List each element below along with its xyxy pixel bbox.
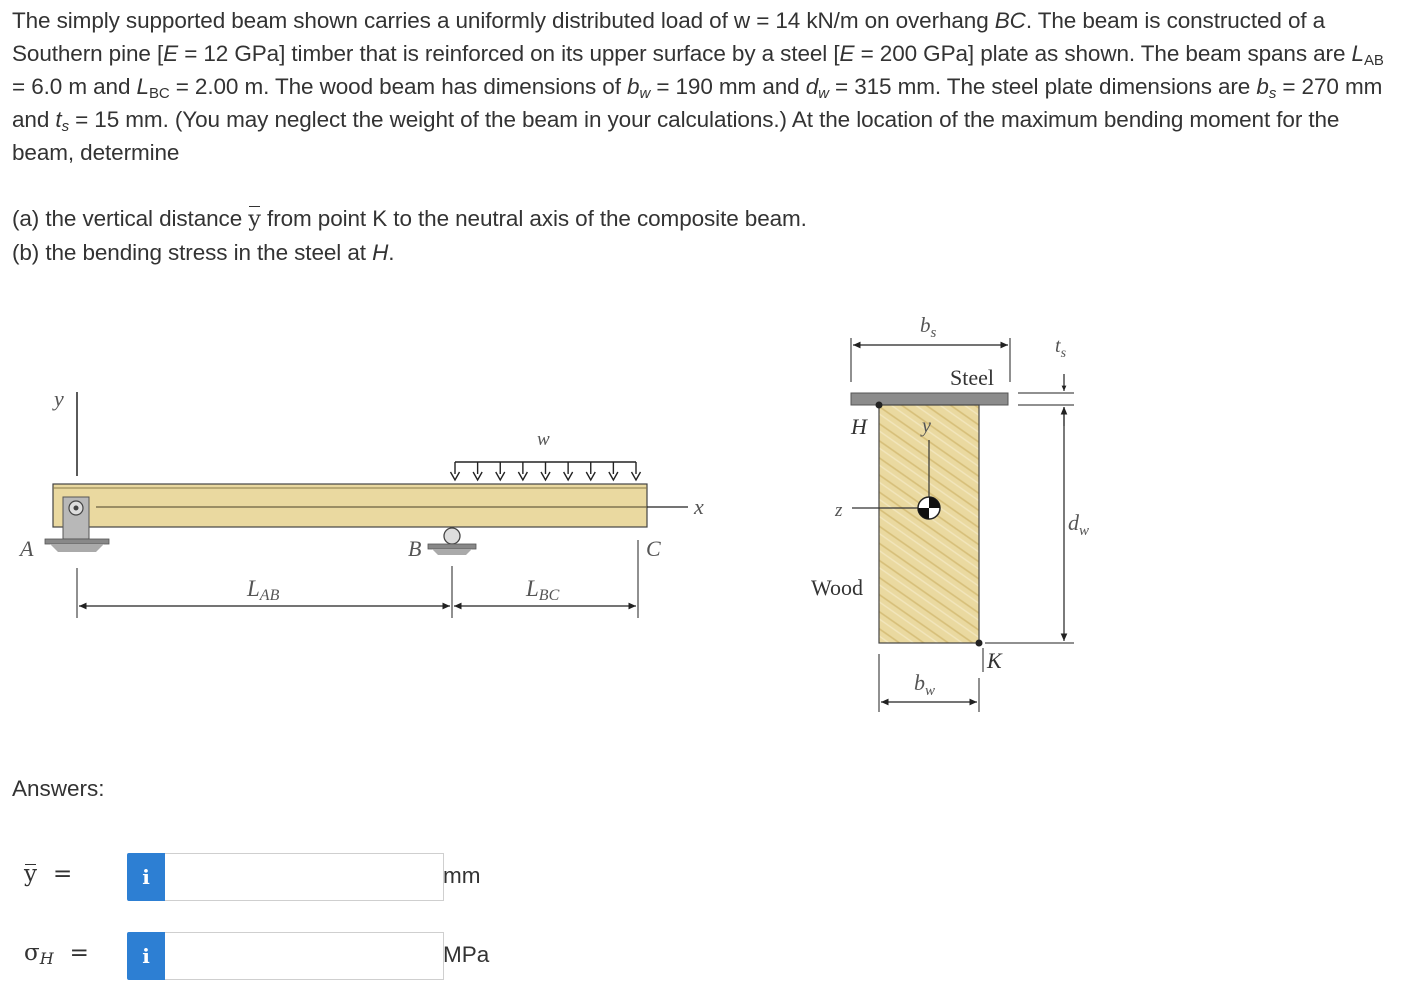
dimension-symbol: b [627, 74, 640, 99]
wood-label: Wood [811, 575, 864, 600]
answer-symbol [24, 861, 72, 887]
lbc-label: LBC [526, 576, 560, 604]
ts-label: $t_s$ [1055, 335, 1067, 361]
dimension-symbol: b [1256, 74, 1269, 99]
equals-sign: = [53, 861, 73, 887]
sigma-subscript: H [39, 949, 54, 968]
load-w-label: w [537, 429, 550, 450]
span-symbol: L [136, 74, 149, 99]
point-k-dot [976, 640, 983, 647]
question-b [12, 236, 1402, 269]
problem-text: . The beam is constructed of a Southern pine [ [12, 8, 1326, 66]
y-axis-label: y [54, 386, 64, 411]
sigma-h-answer-input[interactable] [165, 932, 444, 980]
figure-svg [0, 300, 1408, 730]
steel-label: Steel [950, 365, 994, 390]
span-subscript: BC [148, 85, 170, 102]
point-k-label: K [987, 648, 1002, 673]
question-text: (b) the bending stress in the steel at [12, 240, 373, 265]
beam-body [53, 484, 647, 527]
answers-heading: Answers: [12, 776, 105, 801]
info-button[interactable]: i [127, 932, 165, 980]
section-y-label: y [922, 415, 931, 437]
problem-paragraph [12, 4, 1402, 169]
lab-label: LAB [247, 576, 280, 604]
ybar-answer-input[interactable] [165, 853, 444, 901]
bw-label: $b_w$ [914, 670, 936, 699]
dimension-subscript: s [1268, 85, 1277, 102]
point-b-label: B [408, 536, 422, 561]
point-a-label: A [20, 536, 34, 561]
support-shadow [50, 544, 104, 552]
distributed-load [451, 462, 641, 480]
problem-text: The simply supported beam shown carries a uniformly distributed load of w = 14 kN/m on overhang [12, 8, 995, 33]
question-text: (a) the vertical distance [12, 206, 249, 231]
unit-label: mm [443, 863, 481, 888]
problem-text: = 315 mm. The steel plate dimensions are [828, 74, 1257, 99]
x-axis-label: x [694, 494, 704, 519]
beam-figure [0, 300, 1408, 730]
roller-shadow [432, 549, 472, 555]
answer-row-ybar [0, 853, 700, 903]
ybar-symbol: y [24, 861, 37, 887]
roller-support-b [428, 528, 476, 555]
question-a [12, 202, 1402, 236]
info-button[interactable]: i [127, 853, 165, 901]
sigma-symbol: σ [24, 940, 40, 966]
problem-text: = 15 mm. (You may neglect the weight of the beam in your calculations.) At the location of the maximum bending moment for the beam, determine [12, 107, 1340, 165]
beam-side-view [18, 386, 704, 618]
modulus-symbol: E [839, 41, 855, 66]
answer-symbol [24, 940, 89, 968]
modulus-symbol: E [163, 41, 179, 66]
roller-base [428, 544, 476, 549]
roller-circle [444, 528, 460, 544]
problem-text: = 12 GPa] timber that is reinforced on its upper surface by a steel [ [178, 41, 840, 66]
steel-plate [851, 393, 1008, 405]
question-text: from point K to the neutral axis of the composite beam. [260, 206, 807, 231]
dimension-symbol: d [805, 74, 819, 99]
dw-label: $d_w$ [1068, 510, 1090, 539]
problem-statement [12, 4, 1402, 269]
support-base [45, 539, 109, 544]
segment-bc: BC [994, 8, 1026, 33]
dimension-subscript: s [61, 118, 69, 135]
question-text: . [388, 240, 395, 265]
unit-label: MPa [443, 942, 490, 967]
problem-text: = 6.0 m and [12, 74, 137, 99]
problem-text: = 190 mm and [650, 74, 806, 99]
problem-text: = 2.00 m. The wood beam has dimensions of [169, 74, 628, 99]
point-h-dot [876, 402, 883, 409]
bs-label: $b_s$ [920, 313, 937, 341]
problem-text: = 270 mm and [12, 74, 1383, 132]
equals-sign: = [69, 940, 89, 966]
centroid-symbol [918, 497, 940, 519]
span-symbol: L [1351, 41, 1364, 66]
point-h-label: H [851, 414, 867, 439]
pin-center [74, 506, 79, 511]
span-subscript: AB [1363, 52, 1384, 69]
dimension-symbol: t [55, 107, 62, 132]
cross-section [811, 313, 1089, 712]
section-z-label: z [835, 500, 843, 521]
problem-text: = 200 GPa] plate as shown. The beam spans are [854, 41, 1352, 66]
ybar-symbol: y [248, 203, 261, 236]
point-h-symbol: H [372, 240, 389, 265]
point-c-label: C [646, 536, 661, 561]
answer-row-sigma-h [0, 932, 700, 982]
dimension-subscript: w [639, 85, 651, 102]
dimension-subscript: w [818, 85, 829, 102]
